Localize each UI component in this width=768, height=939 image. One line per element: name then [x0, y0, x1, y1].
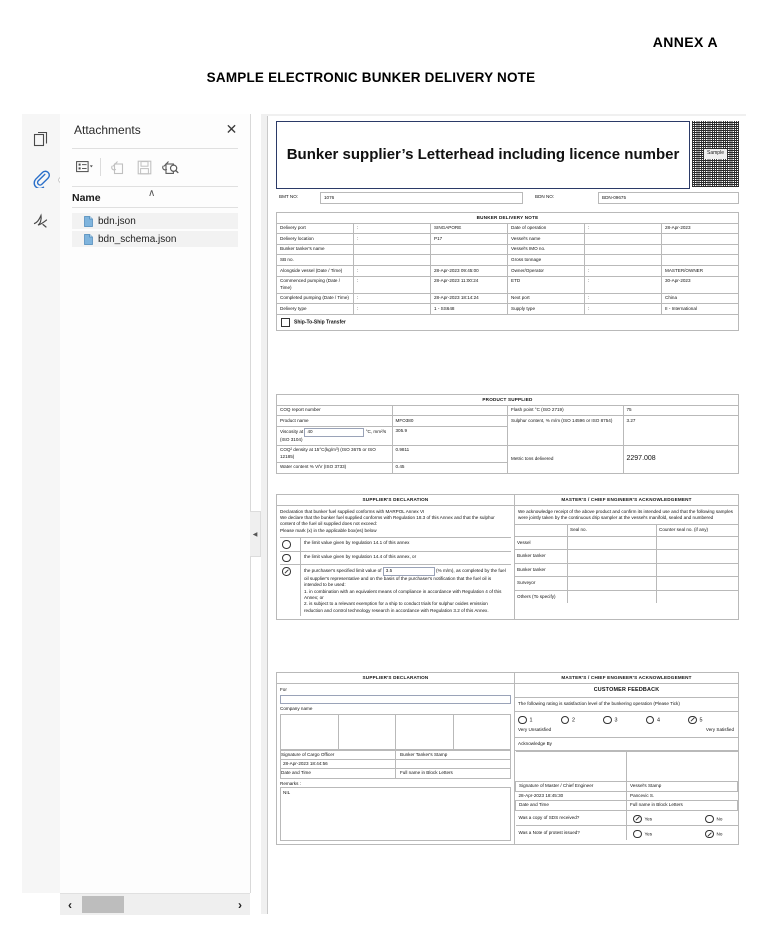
field-label: Alongside vessel (Date / Time)	[277, 266, 354, 277]
table-row	[515, 536, 738, 549]
radio-purchaser-limit[interactable]	[282, 567, 291, 576]
field-sep: :	[354, 304, 431, 315]
customer-feedback-cell	[515, 683, 739, 845]
scale-low-label: Very Unsatisfied	[518, 726, 552, 732]
signature-cargo-officer-label: Signature of Cargo Officer	[281, 750, 396, 759]
rating-label: 1	[529, 717, 533, 724]
bdn-id-table	[276, 192, 739, 204]
seal-no-input[interactable]	[568, 577, 657, 590]
field-sep: :	[354, 266, 431, 277]
declaration-option-row[interactable]	[280, 565, 511, 616]
declaration-option-cell	[301, 565, 512, 616]
field-sep: :	[585, 293, 662, 304]
field-label: Owner/Operator	[508, 266, 585, 277]
panel-divider-below-header	[72, 207, 238, 208]
declaration-line: Please mark (x) in the applicable box(es) below	[280, 527, 377, 533]
protest-yes-radio[interactable]	[633, 830, 642, 839]
table-row	[277, 683, 739, 845]
rating-option-3[interactable]	[603, 716, 644, 725]
field-label: Commenced pumping (Date / Time)	[277, 276, 354, 293]
list-item[interactable]	[72, 231, 238, 247]
seal-no-input[interactable]	[568, 550, 657, 563]
attachments-panel-title: Attachments	[74, 123, 141, 137]
field-sep: :	[354, 276, 431, 293]
table-row	[277, 293, 739, 304]
field-value[interactable]: MASTER/OWNER	[662, 266, 739, 277]
scroll-right-icon[interactable]: ›	[238, 897, 242, 912]
product-label: COQ report number	[277, 405, 393, 416]
viscosity-cell	[277, 426, 393, 445]
protest-no-label: No	[716, 831, 723, 837]
table-row	[277, 416, 739, 427]
product-label: Product name	[277, 416, 393, 427]
table-row	[277, 234, 739, 245]
suppliers-declaration-sign-heading: SUPPLIER'S DECLARATION	[277, 673, 515, 684]
product-value[interactable]: 0.9811	[392, 445, 508, 462]
json-file-icon	[84, 216, 93, 227]
customer-feedback-ack-heading: MASTER'S / CHIEF ENGINEER'S ACKNOWLEDGEMENT	[515, 673, 739, 684]
rating-radio-1[interactable]	[518, 716, 527, 725]
rating-label: 4	[657, 717, 660, 724]
field-value[interactable]	[662, 255, 739, 266]
table-row	[277, 395, 739, 406]
declaration-option-text: the purchaser's specified limit value of	[304, 568, 382, 574]
table-row	[281, 760, 511, 769]
master-fullname-label: Full name in Block Letters	[627, 801, 738, 810]
seal-row-label: Vessel	[515, 536, 568, 549]
field-label: Vessel's IMO no.	[508, 244, 585, 255]
field-value[interactable]	[431, 255, 508, 266]
attachment-name: bdn.json	[98, 215, 136, 227]
table-row	[276, 193, 739, 204]
counter-seal-input[interactable]	[657, 590, 739, 603]
panel-divider-mid	[72, 186, 238, 187]
seal-row-label: Others (To specify)	[515, 590, 568, 603]
product-value[interactable]: MFO380	[392, 416, 508, 427]
field-sep	[585, 244, 662, 255]
field-value[interactable]	[431, 244, 508, 255]
supplier-fullname-input[interactable]	[396, 760, 511, 769]
attachment-name: bdn_schema.json	[98, 233, 177, 245]
radio-14-1[interactable]	[282, 540, 291, 549]
list-item[interactable]	[72, 213, 238, 229]
field-sep: :	[585, 276, 662, 293]
table-row	[516, 801, 738, 810]
field-sep: :	[585, 223, 662, 234]
field-value[interactable]: P17	[431, 234, 508, 245]
counter-seal-input[interactable]	[657, 563, 739, 576]
product-value[interactable]: 305.9	[392, 426, 508, 445]
master-fullname-value[interactable]: Pancevic S.	[627, 791, 738, 800]
protest-question: Was a Note of protest issued?	[516, 825, 627, 840]
table-row	[277, 495, 739, 506]
declaration-line: We declare that the bunker fuel supplied conforms with Regulation 18.3 of this Annex and that the sulphur content of the fuel oil supplied does not exceed:	[280, 515, 495, 527]
table-row	[277, 223, 739, 234]
table-row	[515, 577, 738, 590]
rating-label: 5	[699, 717, 703, 724]
panel-divider-top	[72, 148, 238, 149]
master-datetime-label: Date and Time	[516, 801, 627, 810]
options-menu-icon[interactable]	[72, 156, 96, 178]
search-attachment-icon[interactable]	[158, 156, 182, 178]
table-row	[515, 525, 738, 536]
attachments-panel-header	[60, 114, 250, 148]
supplier-sign-cell	[277, 683, 515, 845]
supplier-fullname-label: Full name in Block Letters	[396, 769, 511, 778]
customer-feedback-subheading: CUSTOMER FEEDBACK	[515, 684, 738, 699]
field-label: Delivery port	[277, 223, 354, 234]
field-sep	[354, 244, 431, 255]
table-row	[516, 810, 738, 825]
field-value[interactable]: 30-Apr-2023	[662, 276, 739, 293]
product-value[interactable]	[392, 405, 508, 416]
letterhead-box	[276, 121, 690, 189]
page-title: SAMPLE ELECTRONIC BUNKER DELIVERY NOTE	[206, 70, 536, 85]
table-row	[281, 715, 511, 749]
rating-row[interactable]	[515, 712, 738, 727]
seal-row-label: Bunker tanker	[515, 563, 568, 576]
table-row	[277, 276, 739, 293]
table-row	[277, 673, 739, 684]
table-row	[281, 769, 511, 778]
signature-pad-2[interactable]	[338, 715, 396, 749]
product-label: COQ² density at 15°C(kg/m³) (ISO 3675 or ISO 12185)	[277, 445, 393, 462]
sds-yes-label: Yes	[644, 815, 652, 821]
product-value[interactable]: 0.45	[392, 462, 508, 473]
product-label: Flash point °C (ISO 2719)	[508, 405, 624, 416]
seal-row-label: Surveyor	[515, 577, 568, 590]
field-label: Vessel's name	[508, 234, 585, 245]
rating-label: 3	[614, 717, 618, 724]
signature-pad-4[interactable]	[453, 715, 511, 749]
declaration-option-row[interactable]	[280, 551, 511, 565]
suppliers-declaration-heading: SUPPLIER'S DECLARATION	[277, 495, 515, 506]
sds-no-label: No	[716, 815, 723, 821]
viscosity-temp-input[interactable]: 40	[304, 428, 364, 436]
rating-option-4[interactable]	[646, 716, 687, 725]
product-label: Water content % V/V (ISO 3733)	[277, 462, 393, 473]
seal-no-header: Seal no.	[568, 525, 657, 536]
remarks-value[interactable]: NIL	[280, 787, 511, 841]
product-label: Sulphur content, % m/m (ISO 14596 or ISO 8754)	[508, 416, 624, 446]
rating-radio-3[interactable]	[603, 716, 612, 725]
sds-question: Was a copy of SDS received?	[516, 810, 627, 825]
metric-tons-value[interactable]: 2297.008	[623, 445, 739, 473]
table-row	[516, 752, 738, 782]
scroll-left-icon[interactable]: ‹	[68, 897, 72, 912]
field-value[interactable]: 28-Apr-2023	[662, 223, 739, 234]
declaration-radio-cell[interactable]	[280, 551, 301, 565]
ack-text: We acknowledge receipt of the above product and confirm its intended use and that the following samples were jointly taken by the continuous drip sampler at the vessel's manifold, sealed and numbered	[518, 508, 733, 521]
field-label: Bunker tanker's name	[277, 244, 354, 255]
ship-to-ship-checkbox[interactable]	[281, 318, 290, 327]
field-value[interactable]: China	[662, 293, 739, 304]
table-row	[515, 550, 738, 563]
field-label: Date of operation	[508, 223, 585, 234]
open-attachment-icon[interactable]	[106, 156, 130, 178]
rating-option-1[interactable]	[518, 716, 559, 725]
counter-seal-input[interactable]	[657, 536, 739, 549]
panel-horizontal-scrollbar[interactable]	[60, 893, 250, 915]
protest-yes-label: Yes	[644, 831, 652, 837]
signature-feedback-table	[276, 672, 739, 845]
declaration-option-row[interactable]	[280, 538, 511, 552]
close-icon[interactable]: ✕	[225, 121, 238, 137]
table-row	[277, 405, 739, 416]
counter-seal-input[interactable]	[657, 577, 739, 590]
product-value[interactable]: 75	[623, 405, 739, 416]
save-attachment-icon[interactable]	[132, 156, 156, 178]
protest-answer-cell[interactable]	[627, 825, 738, 840]
sds-no-radio[interactable]	[705, 815, 714, 824]
table-row	[515, 590, 738, 603]
chevron-left-icon: ◀	[252, 531, 258, 538]
table-row	[277, 505, 739, 620]
protest-no-option[interactable]	[705, 830, 722, 839]
sds-yes-radio[interactable]	[633, 815, 642, 824]
field-value[interactable]	[662, 244, 739, 255]
vessel-stamp-pad[interactable]	[627, 752, 738, 782]
scale-high-label: Very Satisfied	[705, 726, 734, 732]
bunker-tanker-stamp-label: Bunker Tanker's Stamp	[396, 750, 511, 759]
radio-14-4[interactable]	[282, 554, 291, 563]
toolbar-divider	[100, 158, 101, 176]
sds-no-option[interactable]	[705, 815, 722, 824]
table-row	[277, 244, 739, 255]
protest-yes-option[interactable]	[633, 830, 652, 839]
bdn-no-label: BDN NO:	[535, 194, 555, 200]
declaration-table	[276, 494, 739, 620]
masters-ack-heading: MASTER'S / CHIEF ENGINEER'S ACKNOWLEDGEMENT	[515, 495, 739, 506]
field-label: Next port	[508, 293, 585, 304]
table-row	[516, 825, 738, 840]
field-sep: :	[354, 234, 431, 245]
declaration-note: 2. is subject to a relevant exemption for a ship to conduct trials for sulphur oxides emission reduction and control technology research in accordance with Regulation 3.2 of this Annex.	[304, 601, 489, 613]
attachments-column-header-name[interactable]: Name	[72, 192, 101, 204]
field-label: Gross tonnage	[508, 255, 585, 266]
signature-pad-3[interactable]	[396, 715, 454, 749]
counter-seal-input[interactable]	[657, 550, 739, 563]
scrollbar-thumb[interactable]	[82, 896, 124, 913]
declaration-radio-cell[interactable]	[280, 538, 301, 552]
seal-no-input[interactable]	[568, 536, 657, 549]
master-signature-pad[interactable]	[516, 752, 627, 782]
field-label: SB no.	[277, 255, 354, 266]
seal-no-input[interactable]	[568, 563, 657, 576]
rating-label: 2	[572, 717, 575, 724]
purchaser-limit-input[interactable]: 3.5	[383, 567, 435, 575]
pages-thumbnail-icon[interactable]	[28, 126, 54, 152]
paperclip-icon[interactable]	[28, 166, 54, 192]
rating-radio-5[interactable]	[688, 716, 697, 725]
for-input[interactable]	[280, 695, 511, 704]
rating-radio-2[interactable]	[561, 716, 570, 725]
document-canvas[interactable]	[261, 114, 746, 914]
product-label: Metric tons delivered	[508, 445, 624, 473]
feedback-instruction: The following rating is satisfaction level of the bunkering operation (Please Tick)	[515, 698, 738, 711]
product-value[interactable]: 3.27	[623, 416, 739, 446]
table-row	[277, 255, 739, 266]
field-value[interactable]: II - International	[662, 304, 739, 315]
for-label: For	[280, 686, 287, 692]
field-value[interactable]: 1 - SS648	[431, 304, 508, 315]
declaration-note: 1. in combination with an equivalent means of compliance in accordance with Regulation 4 of this Annex; or	[304, 588, 502, 600]
company-name-label: Company name	[280, 706, 313, 712]
vessel-stamp-label: Vessel's Stamp	[627, 782, 738, 791]
viscosity-unit: °C, mm²/s (ISO 3104)	[280, 429, 387, 442]
counter-seal-header: Counter seal no. (if any)	[657, 525, 739, 536]
table-row	[516, 791, 738, 800]
bunker-delivery-note-page	[267, 116, 746, 914]
signature-icon[interactable]	[28, 207, 54, 233]
table-row	[277, 304, 739, 315]
table-row	[281, 750, 511, 759]
field-value[interactable]	[662, 234, 739, 245]
declaration-option-text-after: (% m/m), as completed by the fuel oil supplier's representative and on the basis of the purchaser's notification that the fuel oil is intended to be used:	[304, 568, 506, 588]
table-row	[516, 782, 738, 791]
rating-option-5[interactable]	[688, 716, 703, 725]
pdf-viewer	[22, 114, 746, 914]
chevron-up-icon[interactable]: ∧	[148, 188, 156, 199]
seal-col-blank	[515, 525, 568, 536]
viewer-sidebar-rail	[22, 114, 61, 893]
master-signature-label: Signature of Master / Chief Engineer	[516, 782, 627, 791]
protest-no-radio[interactable]	[705, 830, 714, 839]
bmt-no-value[interactable]: 1076	[321, 193, 523, 204]
seal-no-input[interactable]	[568, 590, 657, 603]
declaration-option-text: the limit value given by regulation 14.1 of this annex	[301, 538, 512, 552]
sds-yes-option[interactable]	[633, 815, 652, 824]
acknowledge-by-label: Acknowledge By	[515, 738, 738, 751]
field-sep	[354, 255, 431, 266]
signature-pad-1[interactable]	[281, 715, 339, 749]
ship-to-ship-row[interactable]	[277, 314, 739, 330]
table-row	[515, 563, 738, 576]
field-sep: :	[585, 266, 662, 277]
field-sep: :	[585, 304, 662, 315]
field-label: ETD	[508, 276, 585, 293]
rating-radio-4[interactable]	[646, 716, 655, 725]
remarks-label: Remarks :	[280, 780, 301, 786]
attachments-panel	[60, 114, 251, 893]
field-sep	[585, 234, 662, 245]
field-label: Supply type	[508, 304, 585, 315]
ship-to-ship-label: Ship-To-Ship Transfer	[294, 319, 346, 326]
field-sep	[585, 255, 662, 266]
table-row	[277, 266, 739, 277]
declaration-line: Declaration that bunker fuel supplied conforms with MARPOL Annex VI	[280, 508, 425, 514]
bmt-no-label: BMT NO:	[279, 194, 299, 200]
seal-row-label: Bunker tanker	[515, 550, 568, 563]
declaration-radio-cell[interactable]	[280, 565, 301, 616]
field-value[interactable]: 28-Apr-2023 18:14:24	[431, 293, 508, 304]
field-label: Completed pumping (Date / Time)	[277, 293, 354, 304]
supplier-datetime-value[interactable]: 28-Apr-2023 18:44:56	[281, 760, 396, 769]
field-label: Delivery location	[277, 234, 354, 245]
sds-answer-cell[interactable]	[627, 810, 738, 825]
master-datetime-value[interactable]: 28-Apr-2023 18:45:30	[516, 791, 627, 800]
collapse-panel-handle[interactable]	[250, 511, 261, 557]
table-row	[277, 314, 739, 330]
bdn-no-value[interactable]: BDN-09675	[599, 193, 739, 204]
qr-caption: Sample	[704, 149, 727, 158]
bdn-heading: BUNKER DELIVERY NOTE	[277, 213, 739, 224]
product-label: Viscosity at	[280, 429, 304, 435]
supplier-datetime-label: Date and Time	[281, 769, 396, 778]
field-value[interactable]: SINGAPORE	[431, 223, 508, 234]
field-value[interactable]: 28-Apr-2023 09:45:00	[431, 266, 508, 277]
rating-option-2[interactable]	[561, 716, 602, 725]
table-row	[277, 213, 739, 224]
table-row	[277, 445, 739, 462]
field-value[interactable]: 28-Apr-2023 11:00:24	[431, 276, 508, 293]
json-file-icon	[84, 234, 93, 245]
rating-scale-row	[515, 727, 738, 738]
product-supplied-table	[276, 394, 739, 474]
field-sep: :	[354, 223, 431, 234]
annex-label: ANNEX A	[652, 34, 718, 50]
field-sep: :	[354, 293, 431, 304]
qr-code	[692, 121, 739, 187]
declaration-option-text: the limit value given by regulation 14.4 of this annex, or	[301, 551, 512, 565]
field-label: Delivery type	[277, 304, 354, 315]
letterhead-text: Bunker supplier’s Letterhead including licence number	[286, 145, 680, 163]
product-supplied-heading: PRODUCT SUPPLIED	[277, 395, 739, 406]
masters-ack-cell	[515, 505, 739, 620]
suppliers-declaration-cell	[277, 505, 515, 620]
bunker-delivery-note-table	[276, 212, 739, 331]
